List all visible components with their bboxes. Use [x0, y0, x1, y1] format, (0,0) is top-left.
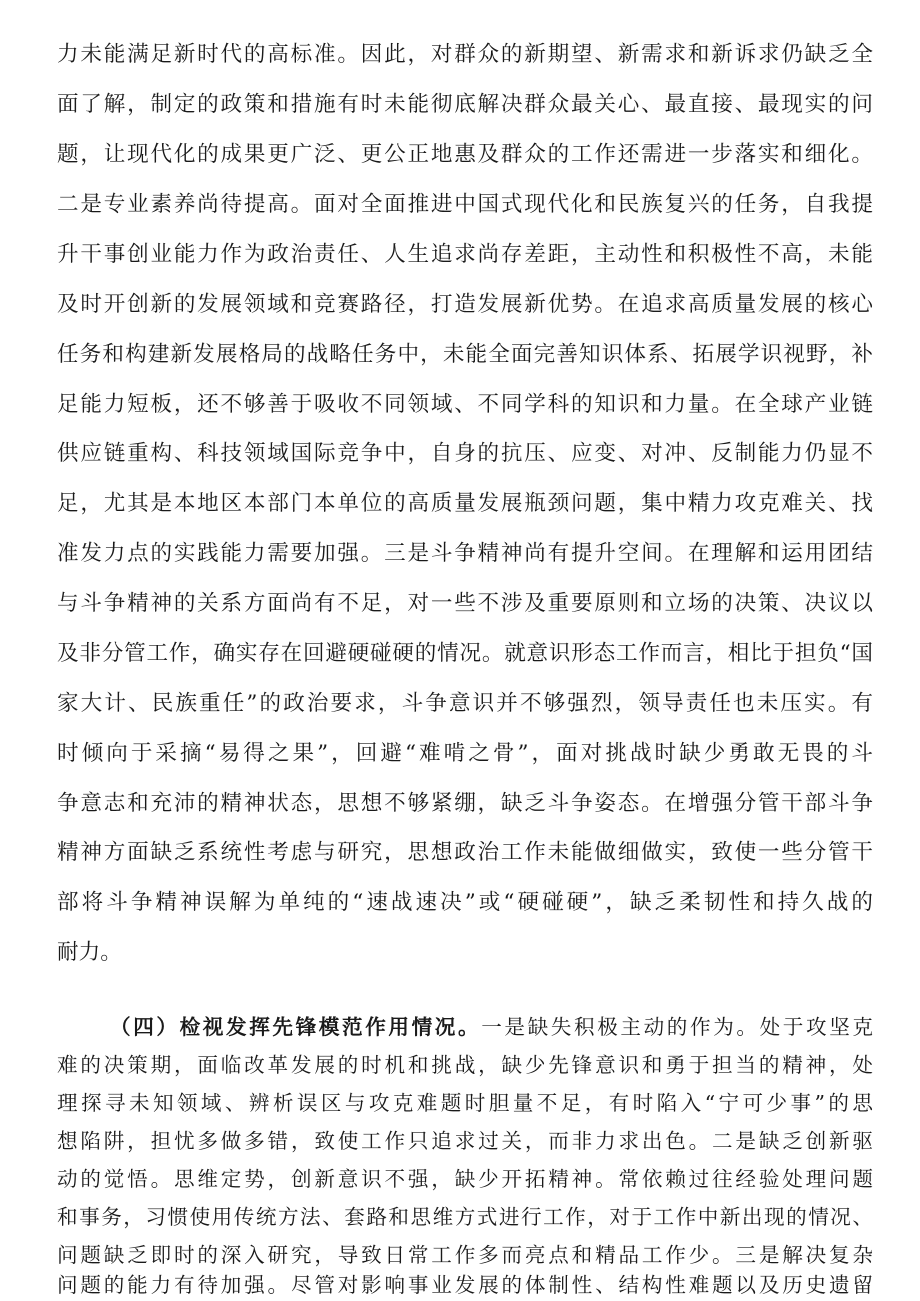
- paragraph-line: 升干事创业能力作为政治责任、人生追求尚存差距，主动性和积极性不高，未能: [57, 242, 873, 267]
- paragraph-line: 和事务，习惯使用传统方法、套路和思维方式进行工作，对于工作中新出现的情况、: [57, 1205, 873, 1229]
- paragraph-line: 难的决策期，面临改革发展的时机和挑战，缺少先锋意识和勇于担当的精神，处: [57, 1053, 873, 1077]
- paragraph-line: 任务和构建新发展格局的战略任务中，未能全面完善知识体系、拓展学识视野，补: [57, 342, 873, 367]
- paragraph-line: 足，尤其是本地区本部门本单位的高质量发展瓶颈问题，集中精力攻克难关、找: [57, 491, 873, 516]
- paragraph-line: 题，让现代化的成果更广泛、更公正地惠及群众的工作还需进一步落实和细化。: [57, 142, 873, 167]
- paragraph-line: 及时开创新的发展领域和竞赛路径，打造发展新优势。在追求高质量发展的核心: [57, 292, 873, 317]
- paragraph-line: 足能力短板，还不够善于吸收不同领域、不同学科的知识和力量。在全球产业链: [57, 392, 873, 417]
- paragraph-line: 力未能满足新时代的高标准。因此，对群众的新期望、新需求和新诉求仍缺乏全: [57, 42, 873, 67]
- paragraph-line: 时倾向于采摘“易得之果”，回避“难啃之骨”，面对挑战时缺少勇敢无畏的斗: [57, 741, 873, 766]
- paragraph-line: 理探寻未知领域、辨析误区与攻克难题时胆量不足，有时陷入“宁可少事”的思: [57, 1091, 873, 1115]
- paragraph-line: 问题的能力有待加强。尽管对影响事业发展的体制性、结构性难题以及历史遗留: [57, 1273, 873, 1297]
- paragraph-line: 争意志和充沛的精神状态，思想不够紧绷，缺乏斗争姿态。在增强分管干部斗争: [57, 791, 873, 816]
- paragraph-line: 面了解，制定的政策和措施有时未能彻底解决群众最关心、最直接、最现实的问: [57, 92, 873, 117]
- paragraph-line: 及非分管工作，确实存在回避硬碰硬的情况。就意识形态工作而言，相比于担负“国: [57, 641, 873, 666]
- paragraph-line: 与斗争精神的关系方面尚有不足，对一些不涉及重要原则和立场的决策、决议以: [57, 591, 873, 616]
- paragraph-line: 精神方面缺乏系统性考虑与研究，思想政治工作未能做细做实，致使一些分管干: [57, 840, 873, 865]
- paragraph-line: 问题缺乏即时的深入研究，导致日常工作多而亮点和精品工作少。三是解决复杂: [57, 1243, 873, 1267]
- paragraph-line: 二是专业素养尚待提高。面对全面推进中国式现代化和民族复兴的任务，自我提: [57, 192, 873, 217]
- paragraph-line: 动的觉悟。思维定势，创新意识不强，缺少开拓精神。常依赖过往经验处理问题: [57, 1167, 873, 1191]
- paragraph-line: 准发力点的实践能力需要加强。三是斗争精神尚有提升空间。在理解和运用团结: [57, 541, 873, 566]
- paragraph-line: 供应链重构、科技领域国际竞争中，自身的抗压、应变、对冲、反制能力仍显不: [57, 441, 873, 466]
- section-4-heading: （四）检视发挥先锋模范作用情况。: [110, 1015, 482, 1039]
- paragraph-line: 耐力。: [57, 940, 122, 965]
- paragraph-line: 家大计、民族重任”的政治要求，斗争意识并不够强烈，领导责任也未压实。有: [57, 691, 873, 716]
- paragraph-line: 部将斗争精神误解为单纯的“速战速决”或“硬碰硬”，缺乏柔韧性和持久战的: [57, 890, 873, 915]
- paragraph-line: 想陷阱，担忧多做多错，致使工作只追求过关，而非力求出色。二是缺乏创新驱: [57, 1129, 873, 1153]
- section-4-first-line: [110, 1013, 873, 1041]
- section-4-first-line-text: 一是缺失积极主动的作为。处于攻坚克: [481, 1015, 873, 1039]
